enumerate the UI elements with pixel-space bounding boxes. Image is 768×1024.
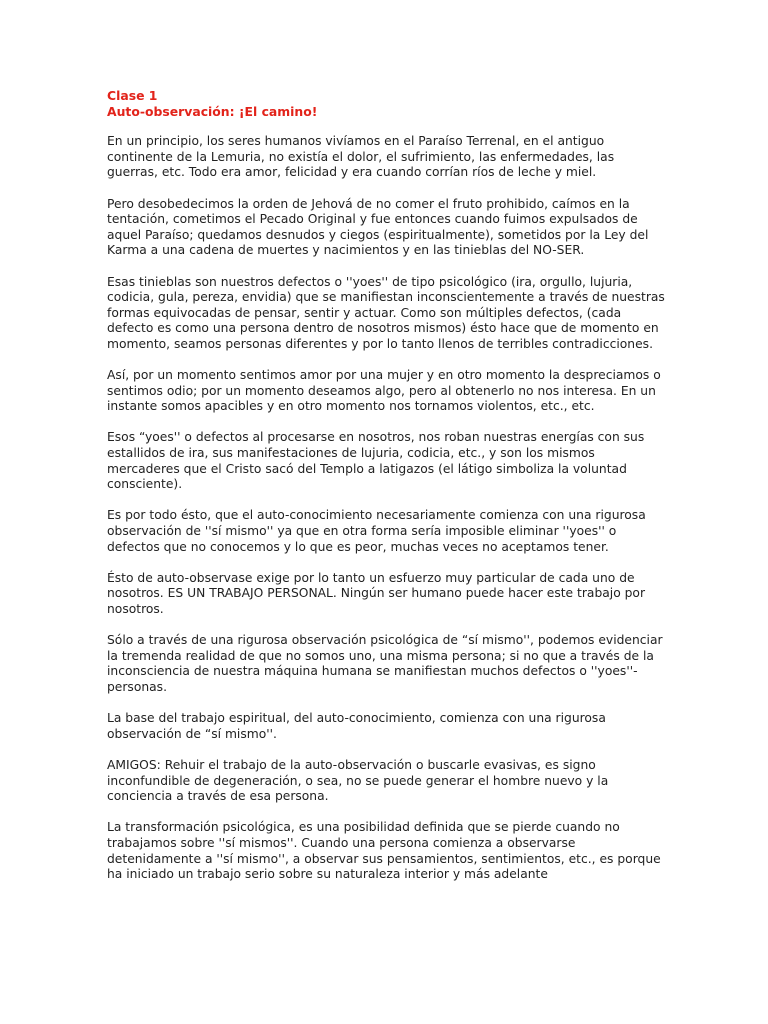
class-label: Clase 1 bbox=[107, 88, 158, 103]
paragraph: Así, por un momento sentimos amor por una mujer y en otro momento la despreciamos o sentimos odio; por un momento deseamos algo, pero al obtenerlo no nos interesa. En un instante somos apacibles y en otro momento nos tornamos violentos, etc., etc. bbox=[107, 368, 661, 414]
paragraph: AMIGOS: Rehuir el trabajo de la auto-observación o buscarle evasivas, es signo inconfundible de degeneración, o sea, no se puede generar el hombre nuevo y la conciencia a través de esa persona. bbox=[107, 757, 609, 804]
document-title: Auto-observación: ¡El camino! bbox=[107, 103, 318, 119]
paragraph: Es por todo ésto, que el auto-conocimiento necesariamente comienza con una rigurosa observación de ''sí mismo'' ya que en otra forma sería imposible eliminar ''yoes'' o defectos que no conocemos y lo que es peor, muchas veces no aceptamos tener. bbox=[107, 508, 646, 554]
paragraph: Esos “yoes'' o defectos al procesarse en nosotros, nos roban nuestras energías con sus estallidos de ira, sus manifestaciones de lujuria, codicia, etc., y son los mismos mercaderes que el Cristo sacó del Templo a latigazos (el látigo simboliza la voluntad consciente). bbox=[107, 430, 645, 492]
paragraph: La transformación psicológica, es una posibilidad definida que se pierde cuando no trabajamos sobre ''sí mismos''. Cuando una persona comienza a observarse detenidamente a ''sí mismo'', a observar sus pensamientos, sentimientos, etc., es porque ha iniciado un trabajo serio sobre su naturaleza interior y más adelante bbox=[107, 820, 661, 882]
paragraph: La base del trabajo espiritual, del auto-conocimiento, comienza con una rigurosa observación de “sí mismo''. bbox=[107, 711, 606, 741]
paragraph: Ésto de auto-observase exige por lo tanto un esfuerzo muy particular de cada uno de nosotros. ES UN TRABAJO PERSONAL. Ningún ser humano puede hacer este trabajo por nosotros. bbox=[107, 570, 646, 616]
paragraph: Pero desobedecimos la orden de Jehová de no comer el fruto prohibido, caímos en la tentación, cometimos el Pecado Original y fue entonces cuando fuimos expulsados de aquel Paraíso; quedamos desnudos y ciegos (espiritualmente), sometidos por la Ley del Karma a una cadena de muertes y nacimientos y en las tinieblas del NO-SER. bbox=[107, 196, 649, 258]
document-heading bbox=[107, 88, 667, 119]
paragraph: Esas tinieblas son nuestros defectos o ''yoes'' de tipo psicológico (ira, orgullo, lujuria, codicia, gula, pereza, envidia) que se manifiestan inconscientemente a través de nuestras formas equivocadas de pensar, sentir y actuar. Como son múltiples defectos, (cada defecto es como una persona dentro de nosotros mismos) ésto hace que de momento en momento, seamos personas diferentes y por lo tanto llenos de terribles contradicciones. bbox=[107, 274, 665, 351]
paragraph: En un principio, los seres humanos vivíamos en el Paraíso Terrenal, en el antiguo continente de la Lemuria, no existía el dolor, el sufrimiento, las enfermedades, las guerras, etc. Todo era amor, felicidad y era cuando corrían ríos de leche y miel. bbox=[107, 134, 615, 180]
paragraph: Sólo a través de una rigurosa observación psicológica de “sí mismo'', podemos evidenciar la tremenda realidad de que no somos uno, una misma persona; si no que a través de la inconsciencia de nuestra máquina humana se manifiestan muchos defectos o ''yoes''-personas. bbox=[107, 633, 663, 694]
document-body bbox=[107, 88, 667, 898]
